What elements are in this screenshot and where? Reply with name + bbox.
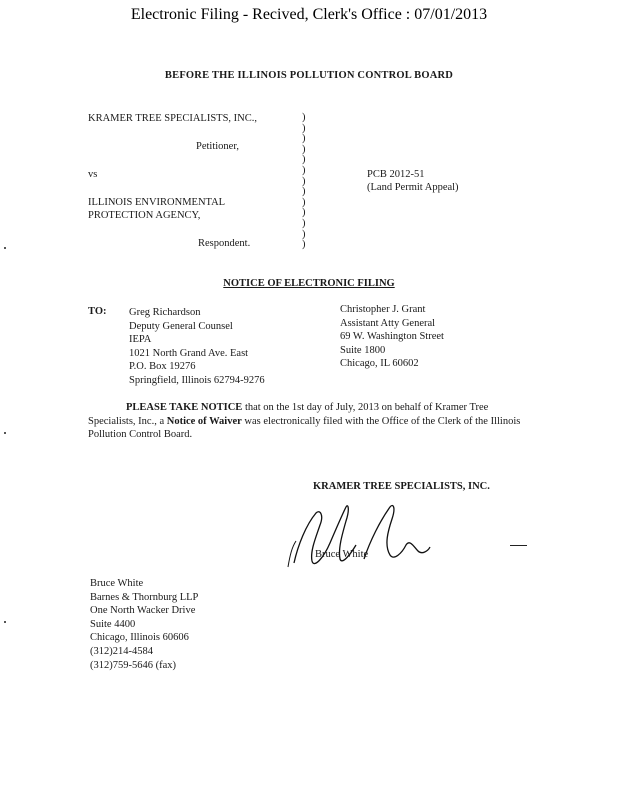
address-line: P.O. Box 19276 — [129, 361, 196, 373]
notice-text-2: was electronically filed with the Office of the Clerk of the Illinois Pollution Control Board. — [88, 415, 521, 441]
scan-speck — [4, 247, 6, 249]
versus-label: vs — [88, 169, 98, 180]
recipient-address-2 — [340, 303, 444, 371]
case-type: (Land Permit Appeal) — [367, 182, 459, 193]
recipient-address-1 — [129, 306, 265, 388]
notice-paragraph — [88, 401, 533, 442]
scan-speck — [4, 432, 6, 434]
address-line: Greg Richardson — [129, 307, 201, 318]
address-line: 69 W. Washington Street — [340, 331, 444, 343]
petitioner-role: Petitioner, — [196, 141, 240, 152]
respondent-name-line1: ILLINOIS ENVIRONMENTAL — [88, 197, 226, 208]
to-label: TO: — [88, 306, 107, 317]
scan-speck — [4, 621, 6, 623]
address-line: Deputy General Counsel — [129, 320, 233, 332]
notice-title: NOTICE OF ELECTRONIC FILING — [223, 278, 395, 289]
respondent-role: Respondent. — [198, 238, 251, 249]
notice-text-1: that on the 1st day of July, 2013 on behalf of Kramer Tree Specialists, Inc., a — [88, 402, 489, 427]
address-line: Assistant Atty General — [340, 317, 436, 329]
attorney-contact-block — [90, 577, 198, 672]
address-line: IEPA — [129, 334, 152, 346]
case-number: PCB 2012-51 — [367, 169, 425, 180]
signature-line — [510, 545, 527, 546]
contact-line: Chicago, Illinois 60606 — [90, 632, 189, 644]
contact-line: One North Wacker Drive — [90, 605, 196, 617]
board-title: BEFORE THE ILLINOIS POLLUTION CONTROL BOARD — [164, 70, 454, 81]
address-line: Chicago, IL 60602 — [340, 358, 419, 370]
address-line: Christopher J. Grant — [340, 304, 426, 315]
contact-line: Barnes & Thornburg LLP — [90, 591, 199, 603]
electronic-filing-stamp: Electronic Filing - Recived, Clerk's Office : 07/01/2013 — [130, 6, 488, 23]
handwritten-signature — [280, 495, 440, 575]
notice-lead: PLEASE TAKE NOTICE — [126, 402, 243, 413]
respondent-name-line2: PROTECTION AGENCY, — [88, 210, 201, 221]
petitioner-name: KRAMER TREE SPECIALISTS, INC., — [88, 113, 257, 124]
address-line: 1021 North Grand Ave. East — [129, 347, 249, 359]
contact-line: (312)214-4584 — [90, 645, 153, 657]
signer-name: Bruce White — [315, 549, 369, 560]
contact-line: (312)759-5646 (fax) — [90, 659, 177, 671]
address-line: Suite 1800 — [340, 344, 386, 356]
notice-document-name: Notice of Waiver — [166, 415, 242, 427]
address-line: Springfield, Illinois 62794-9276 — [129, 374, 265, 386]
contact-line: Bruce White — [90, 578, 144, 589]
signing-firm-name: KRAMER TREE SPECIALISTS, INC. — [313, 481, 490, 492]
caption-parentheses: ) ) ) ) ) ) ) ) ) ) ) ) ) — [302, 112, 306, 251]
contact-line: Suite 4400 — [90, 618, 136, 630]
